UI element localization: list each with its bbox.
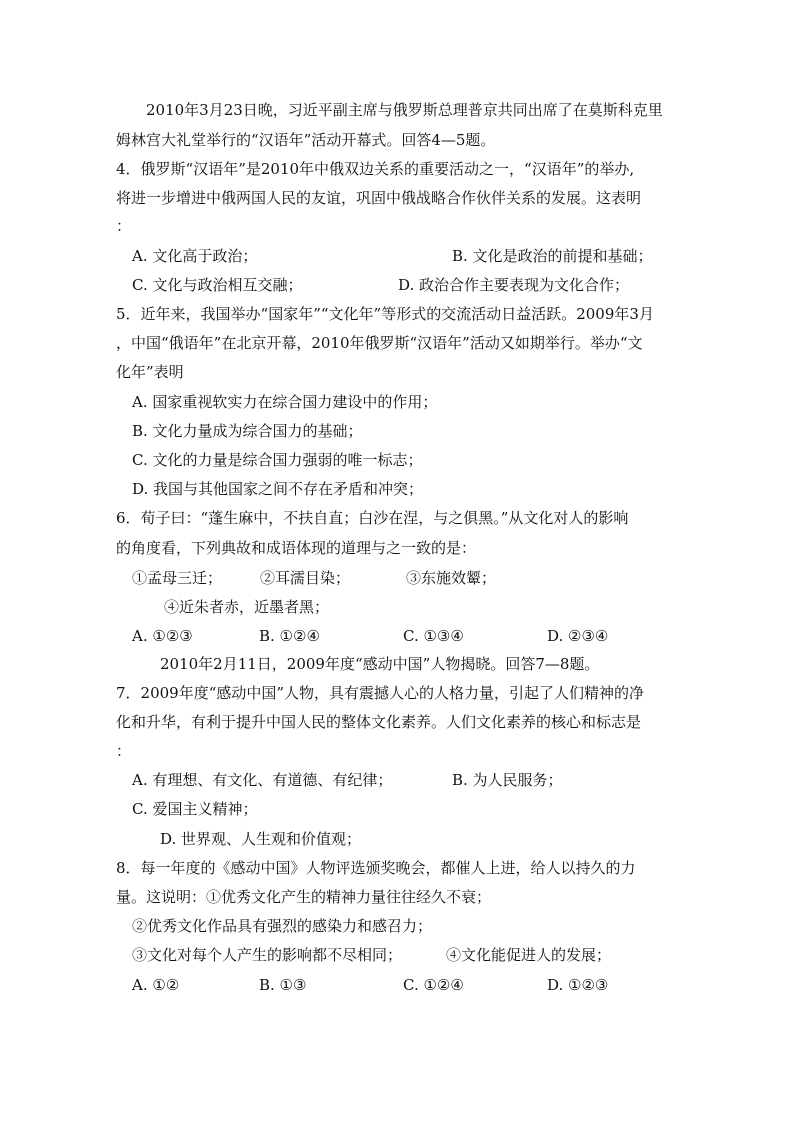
q4-option-b[interactable]: B. 文化是政治的前提和基础； <box>452 247 653 265</box>
q6-option-c[interactable]: C. ①③④ <box>403 627 464 645</box>
q8-option-d[interactable]: D. ①②③ <box>547 976 609 994</box>
q5-option-a[interactable]: A. 国家重视软实力在综合国力建设中的作用； <box>132 393 438 411</box>
q6-item-4: ④近朱者赤，近墨者黑； <box>164 598 330 616</box>
q4-option-a[interactable]: A. 文化高于政治； <box>132 247 258 265</box>
q7-stem-line1: 7．2009年度“感动中国”人物，具有震撼人心的人格力量，引起了人们精神的净 <box>116 684 645 702</box>
q6-item-2: ②耳濡目染； <box>260 569 351 587</box>
intro1-line1: 2010年3月23日晚，习近平副主席与俄罗斯总理普京共同出席了在莫斯科克里 <box>146 101 663 119</box>
q5-option-c[interactable]: C. 文化的力量是综合国力强弱的唯一标志； <box>132 451 423 469</box>
q8-item-3: ③文化对每个人产生的影响都不尽相同； <box>132 946 403 964</box>
q5-stem-line3: 化年”表明 <box>116 363 184 381</box>
q6-stem-line2: 的角度看，下列典故和成语体现的道理与之一致的是： <box>116 539 477 557</box>
q6-option-a[interactable]: A. ①②③ <box>132 627 193 645</box>
q7-option-d[interactable]: D. 世界观、人生观和价值观； <box>160 830 362 848</box>
q4-option-c[interactable]: C. 文化与政治相互交融； <box>132 276 303 294</box>
q5-stem-line1: 5．近年来，我国举办“国家年”“文化年”等形式的交流活动日益活跃。2009年3月 <box>116 305 654 323</box>
q4-stem-line3: ： <box>116 217 132 235</box>
q5-stem-line2: ，中国“俄语年”在北京开幕，2010年俄罗斯“汉语年”活动又如期举行。举办“文 <box>116 334 643 352</box>
q7-option-b[interactable]: B. 为人民服务； <box>452 771 563 789</box>
q6-option-d[interactable]: D. ②③④ <box>547 627 609 645</box>
q8-option-c[interactable]: C. ①②④ <box>403 976 464 994</box>
q7-stem-line2: 化和升华，有利于提升中国人民的整体文化素养。人们文化素养的核心和标志是 <box>116 713 642 731</box>
q5-option-d[interactable]: D. 我国与其他国家之间不存在矛盾和冲突； <box>132 480 424 498</box>
q8-item-2: ②优秀文化作品具有强烈的感染力和感召力； <box>132 917 433 935</box>
q6-item-1: ①孟母三迁； <box>132 569 223 587</box>
intro1-line2: 姆林宫大礼堂举行的“汉语年”活动开幕式。回答4—5题。 <box>116 131 496 149</box>
q5-option-b[interactable]: B. 文化力量成为综合国力的基础； <box>132 422 363 440</box>
q6-option-b[interactable]: B. ①②④ <box>259 627 320 645</box>
q8-stem-line2: 量。这说明：①优秀文化产生的精神力量往往经久不衰； <box>116 888 492 906</box>
q8-option-a[interactable]: A. ①② <box>132 976 180 994</box>
q4-option-d[interactable]: D. 政治合作主要表现为文化合作； <box>398 276 630 294</box>
q6-stem-line1: 6．荀子曰：“蓬生麻中，不扶自直；白沙在涅，与之俱黑。”从文化对人的影响 <box>116 509 629 527</box>
q8-stem-line1: 8．每一年度的《感动中国》人物评选颁奖晚会，都催人上进，给人以持久的力 <box>116 859 636 877</box>
q7-option-a[interactable]: A. 有理想、有文化、有道德、有纪律； <box>132 771 393 789</box>
intro2-line1: 2010年2月11日，2009年度“感动中国”人物揭晓。回答7—8题。 <box>160 655 600 673</box>
q8-item-4: ④文化能促进人的发展； <box>446 946 612 964</box>
q4-stem-line1: 4．俄罗斯“汉语年”是2010年中俄双边关系的重要活动之一，“汉语年”的举办, <box>116 160 635 178</box>
q6-item-3: ③东施效颦； <box>406 569 497 587</box>
q7-stem-line3: ： <box>116 742 132 760</box>
q4-stem-line2: 将进一步增进中俄两国人民的友谊，巩固中俄战略合作伙伴关系的发展。这表明 <box>116 189 642 207</box>
q8-option-b[interactable]: B. ①③ <box>259 976 307 994</box>
q7-option-c[interactable]: C. 爱国主义精神； <box>132 800 258 818</box>
